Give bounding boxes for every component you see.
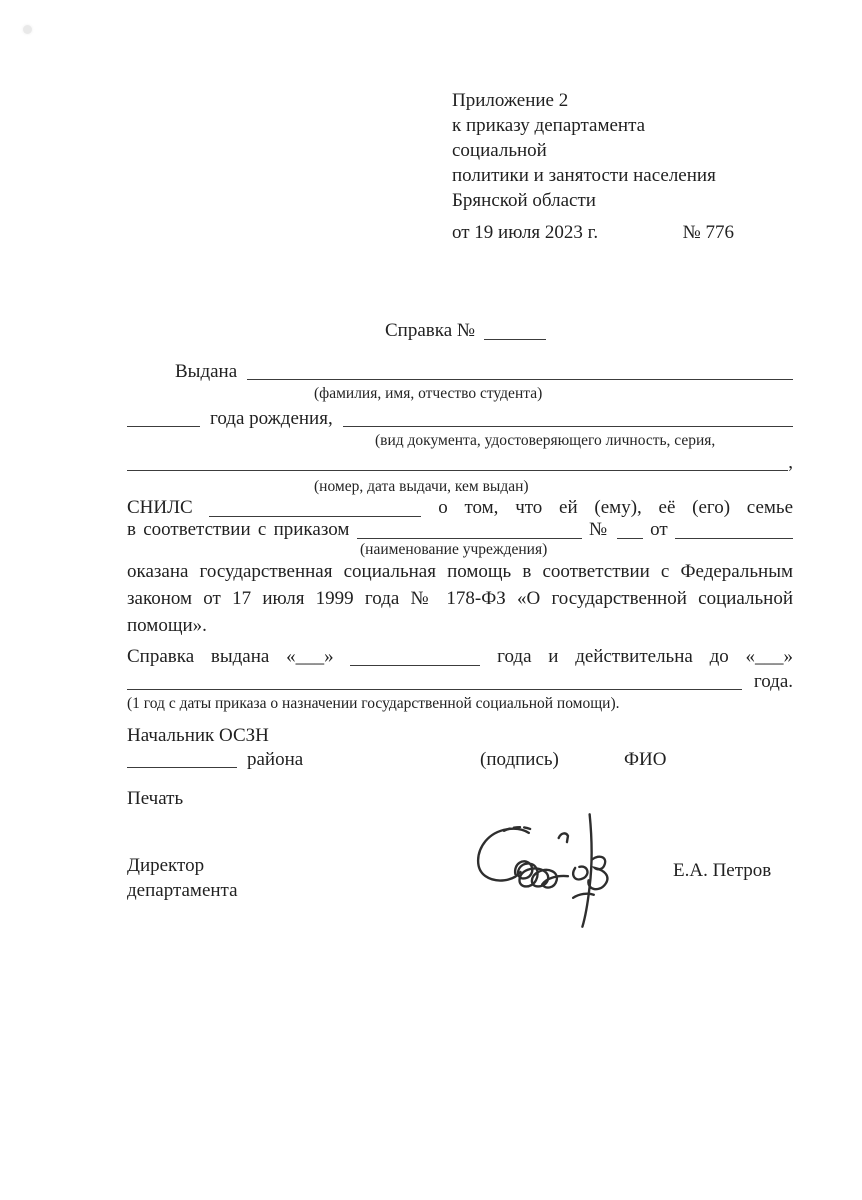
law-paragraph-line-3: помощи».	[127, 615, 207, 636]
snils-tail-text: о том, что ей (ему), её (его) семье	[438, 497, 794, 518]
order-number-sign: №	[588, 519, 610, 540]
snils-label: СНИЛС	[127, 497, 193, 518]
issued-to-blank	[247, 363, 793, 380]
order-label: в соответствии с приказом	[127, 519, 350, 540]
valid-until-tail: года.	[753, 671, 793, 692]
order-number-blank	[617, 533, 643, 539]
certificate-title	[385, 318, 546, 343]
issue-day-quotes: «___»	[286, 646, 334, 667]
director-signature-icon	[470, 810, 635, 932]
valid-day-quotes: «___»	[745, 646, 794, 667]
director-title-line-1: Директор	[127, 855, 205, 876]
director-name: Е.А. Петров	[673, 860, 772, 881]
document-type-blank	[343, 410, 793, 427]
order-date-row	[452, 220, 734, 245]
issued-to-line	[127, 359, 793, 385]
certificate-number-blank	[484, 334, 546, 340]
issued-to-label: Выдана	[175, 361, 238, 382]
certificate-title-label: Справка №	[385, 320, 475, 341]
valid-until-blank	[127, 673, 742, 690]
stamp-label: Печать	[127, 788, 184, 809]
document-number-comma: ,	[788, 452, 793, 473]
fio-placeholder: ФИО	[624, 749, 667, 770]
signature-caption: (подпись)	[480, 749, 559, 770]
district-blank	[127, 751, 237, 768]
appendix-header-line-3: политики и занятости населения	[452, 165, 716, 186]
order-number: № 776	[682, 222, 734, 243]
birth-year-label: года рождения,	[210, 408, 333, 429]
appendix-header-line-1: Приложение 2	[452, 90, 569, 111]
document-number-blank	[127, 454, 788, 471]
issue-month-blank	[350, 660, 480, 666]
law-paragraph-line-2: законом от 17 июля 1999 года № 178-ФЗ «О государственной социальной	[127, 588, 793, 609]
district-signature-line	[127, 747, 793, 773]
law-paragraph-line-1: оказана государственная социальная помощь в соответствии с Федеральным	[127, 561, 793, 582]
director-title-line-2: департамента	[127, 880, 238, 901]
order-date-blank	[675, 533, 793, 539]
institution-blank	[357, 533, 582, 539]
appendix-header-line-4: Брянской области	[452, 190, 596, 211]
issue-date-middle: года и действительна до	[497, 646, 729, 667]
director-title	[127, 853, 238, 903]
appendix-header	[452, 88, 734, 245]
chief-title: Начальник ОСЗН	[127, 725, 269, 746]
document-number-caption: (номер, дата выдачи, кем выдан)	[314, 478, 529, 495]
institution-caption: (наименование учреждения)	[360, 541, 548, 558]
validity-note: (1 год с даты приказа о назначении государственной социальной помощи).	[127, 695, 620, 712]
document-number-line	[127, 450, 793, 476]
order-date: от 19 июля 2023 г.	[452, 222, 599, 243]
issue-date-line	[127, 644, 793, 670]
issue-date-prefix: Справка выдана	[127, 646, 270, 667]
birth-year-line	[127, 406, 793, 432]
district-label: района	[247, 749, 304, 770]
appendix-header-line-2: к приказу департамента социальной	[452, 115, 646, 161]
scan-artifact	[23, 25, 32, 34]
order-from-label: от	[650, 519, 668, 540]
birth-year-blank	[127, 410, 200, 427]
document-type-caption: (вид документа, удостоверяющего личность, серия,	[375, 432, 716, 449]
fio-caption: (фамилия, имя, отчество студента)	[314, 385, 543, 402]
